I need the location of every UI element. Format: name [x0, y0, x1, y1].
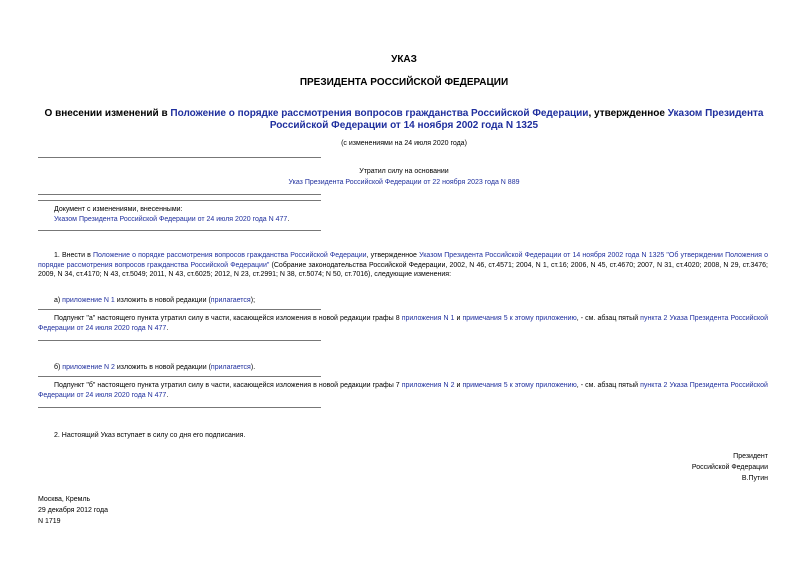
para1-mid: , утвержденное	[366, 252, 420, 259]
divider	[38, 157, 321, 158]
note-a-link-decree[interactable]: пункта 2 Указа Президента Российской Федерации от 24 июля 2020 года N 477	[38, 315, 768, 332]
para1-tail: (Собрание законодательства Российской Федерации, 2002, N 46, ст.4571; 2004, N 1, ст.16; 2006, N 45, ст.4670; 2007, N 31, ст.4020; 2008, N 29, ст.3476; 2009, N 34, ст.4170; N 43, ст.5049; 2011, N 43, ст.6025; 2012, N 23, ст.2991; N 38, ст.5074; N 50, ст.7016), следующие изменения:	[38, 261, 768, 278]
invalid-decree-link[interactable]: Указ Президента Российской Федерации от 22 ноября 2023 года N 889	[288, 179, 520, 186]
note-b-end: .	[166, 391, 169, 399]
item-b-end: ).	[250, 364, 256, 371]
item-b-mid: изложить в новой редакции (	[114, 364, 211, 371]
item-a-link-attached[interactable]: прилагается	[210, 297, 251, 304]
signing-date: 29 декабря 2012 года	[38, 507, 109, 514]
decree-number: N 1719	[38, 518, 61, 525]
note-b-t3: , - см. абзац пятый	[576, 382, 641, 389]
item-b	[54, 363, 255, 373]
item-a-lead: а)	[54, 297, 63, 304]
note-a-t3: , - см. абзац пятый	[576, 315, 641, 322]
invalid-link-wrap	[40, 178, 768, 188]
subject-link-decree[interactable]: Указом Президента Российской Федерации от 14 ноября 2002 года N 1325	[269, 108, 764, 131]
divider	[38, 230, 321, 231]
para1-lead: 1. Внести в	[54, 252, 93, 259]
divider	[38, 194, 321, 195]
note-b-link-annex[interactable]: приложения N 2	[401, 382, 455, 389]
note-b-link-note5[interactable]: примечания 5 к этому приложению	[462, 382, 577, 389]
item-a-link-annex[interactable]: приложение N 1	[62, 297, 115, 304]
amended-link-wrap	[54, 215, 289, 225]
item-b-link-attached[interactable]: прилагается	[210, 364, 251, 371]
doc-issuer-title: ПРЕЗИДЕНТА РОССИЙСКОЙ ФЕДЕРАЦИИ	[299, 77, 509, 88]
signature-title: Президент	[733, 453, 768, 460]
signing-place: Москва, Кремль	[38, 496, 91, 503]
para1-link-decree[interactable]: Указом Президента Российской Федерации от 14 ноября 2002 года N 1325 "Об утверждении Положения о порядке рассмотрения вопросов гражданства Российской Федерации"	[38, 252, 768, 269]
item-a	[54, 296, 255, 306]
item-b-lead: б)	[54, 364, 63, 371]
divider	[38, 200, 321, 201]
para1-link-regulation[interactable]: Положение о порядке рассмотрения вопросов гражданства Российской Федерации	[92, 252, 367, 259]
divider	[38, 407, 321, 408]
note-a	[38, 314, 768, 333]
note-b-link-decree[interactable]: пункта 2 Указа Президента Российской Федерации от 24 июля 2020 года N 477	[38, 382, 768, 399]
signature-office: Российской Федерации	[691, 464, 768, 471]
paragraph-1	[38, 251, 768, 280]
divider	[38, 376, 321, 377]
paragraph-2: 2. Настоящий Указ вступает в силу со дня его подписания.	[54, 432, 246, 439]
amended-note: Документ с изменениями, внесенными:	[54, 206, 183, 213]
note-a-t2: и	[454, 315, 463, 322]
note-a-end: .	[166, 324, 169, 332]
note-a-link-note5[interactable]: примечания 5 к этому приложению	[462, 315, 577, 322]
note-a-t1: Подпункт "а" настоящего пункта утратил силу в части, касающейся изложения в новой редакции графы 8	[54, 315, 402, 322]
divider	[38, 309, 321, 310]
amended-decree-link[interactable]: Указом Президента Российской Федерации от 24 июля 2020 года N 477	[54, 216, 288, 223]
subject-link-regulation[interactable]: Положение о порядке рассмотрения вопросов гражданства Российской Федерации	[170, 108, 589, 119]
doc-subject	[40, 108, 768, 132]
subject-middle: , утвержденное	[588, 108, 668, 119]
doc-type-title: УКАЗ	[391, 54, 417, 65]
edition-note: (с изменениями на 24 июля 2020 года)	[341, 140, 467, 147]
note-b	[38, 381, 768, 400]
signature-name: В.Путин	[741, 475, 768, 482]
item-a-mid: изложить в новой редакции (	[114, 297, 211, 304]
item-a-end: );	[250, 297, 256, 304]
note-a-link-annex[interactable]: приложения N 1	[401, 315, 455, 322]
invalid-note: Утратил силу на основании	[359, 168, 449, 175]
subject-prefix: О внесении изменений в	[44, 108, 171, 119]
note-b-t2: и	[454, 382, 463, 389]
divider	[38, 340, 321, 341]
amended-end: .	[287, 216, 290, 223]
note-b-t1: Подпункт "б" настоящего пункта утратил силу в части, касающейся изложения в новой редакции графы 7	[54, 382, 402, 389]
item-b-link-annex[interactable]: приложение N 2	[62, 364, 115, 371]
